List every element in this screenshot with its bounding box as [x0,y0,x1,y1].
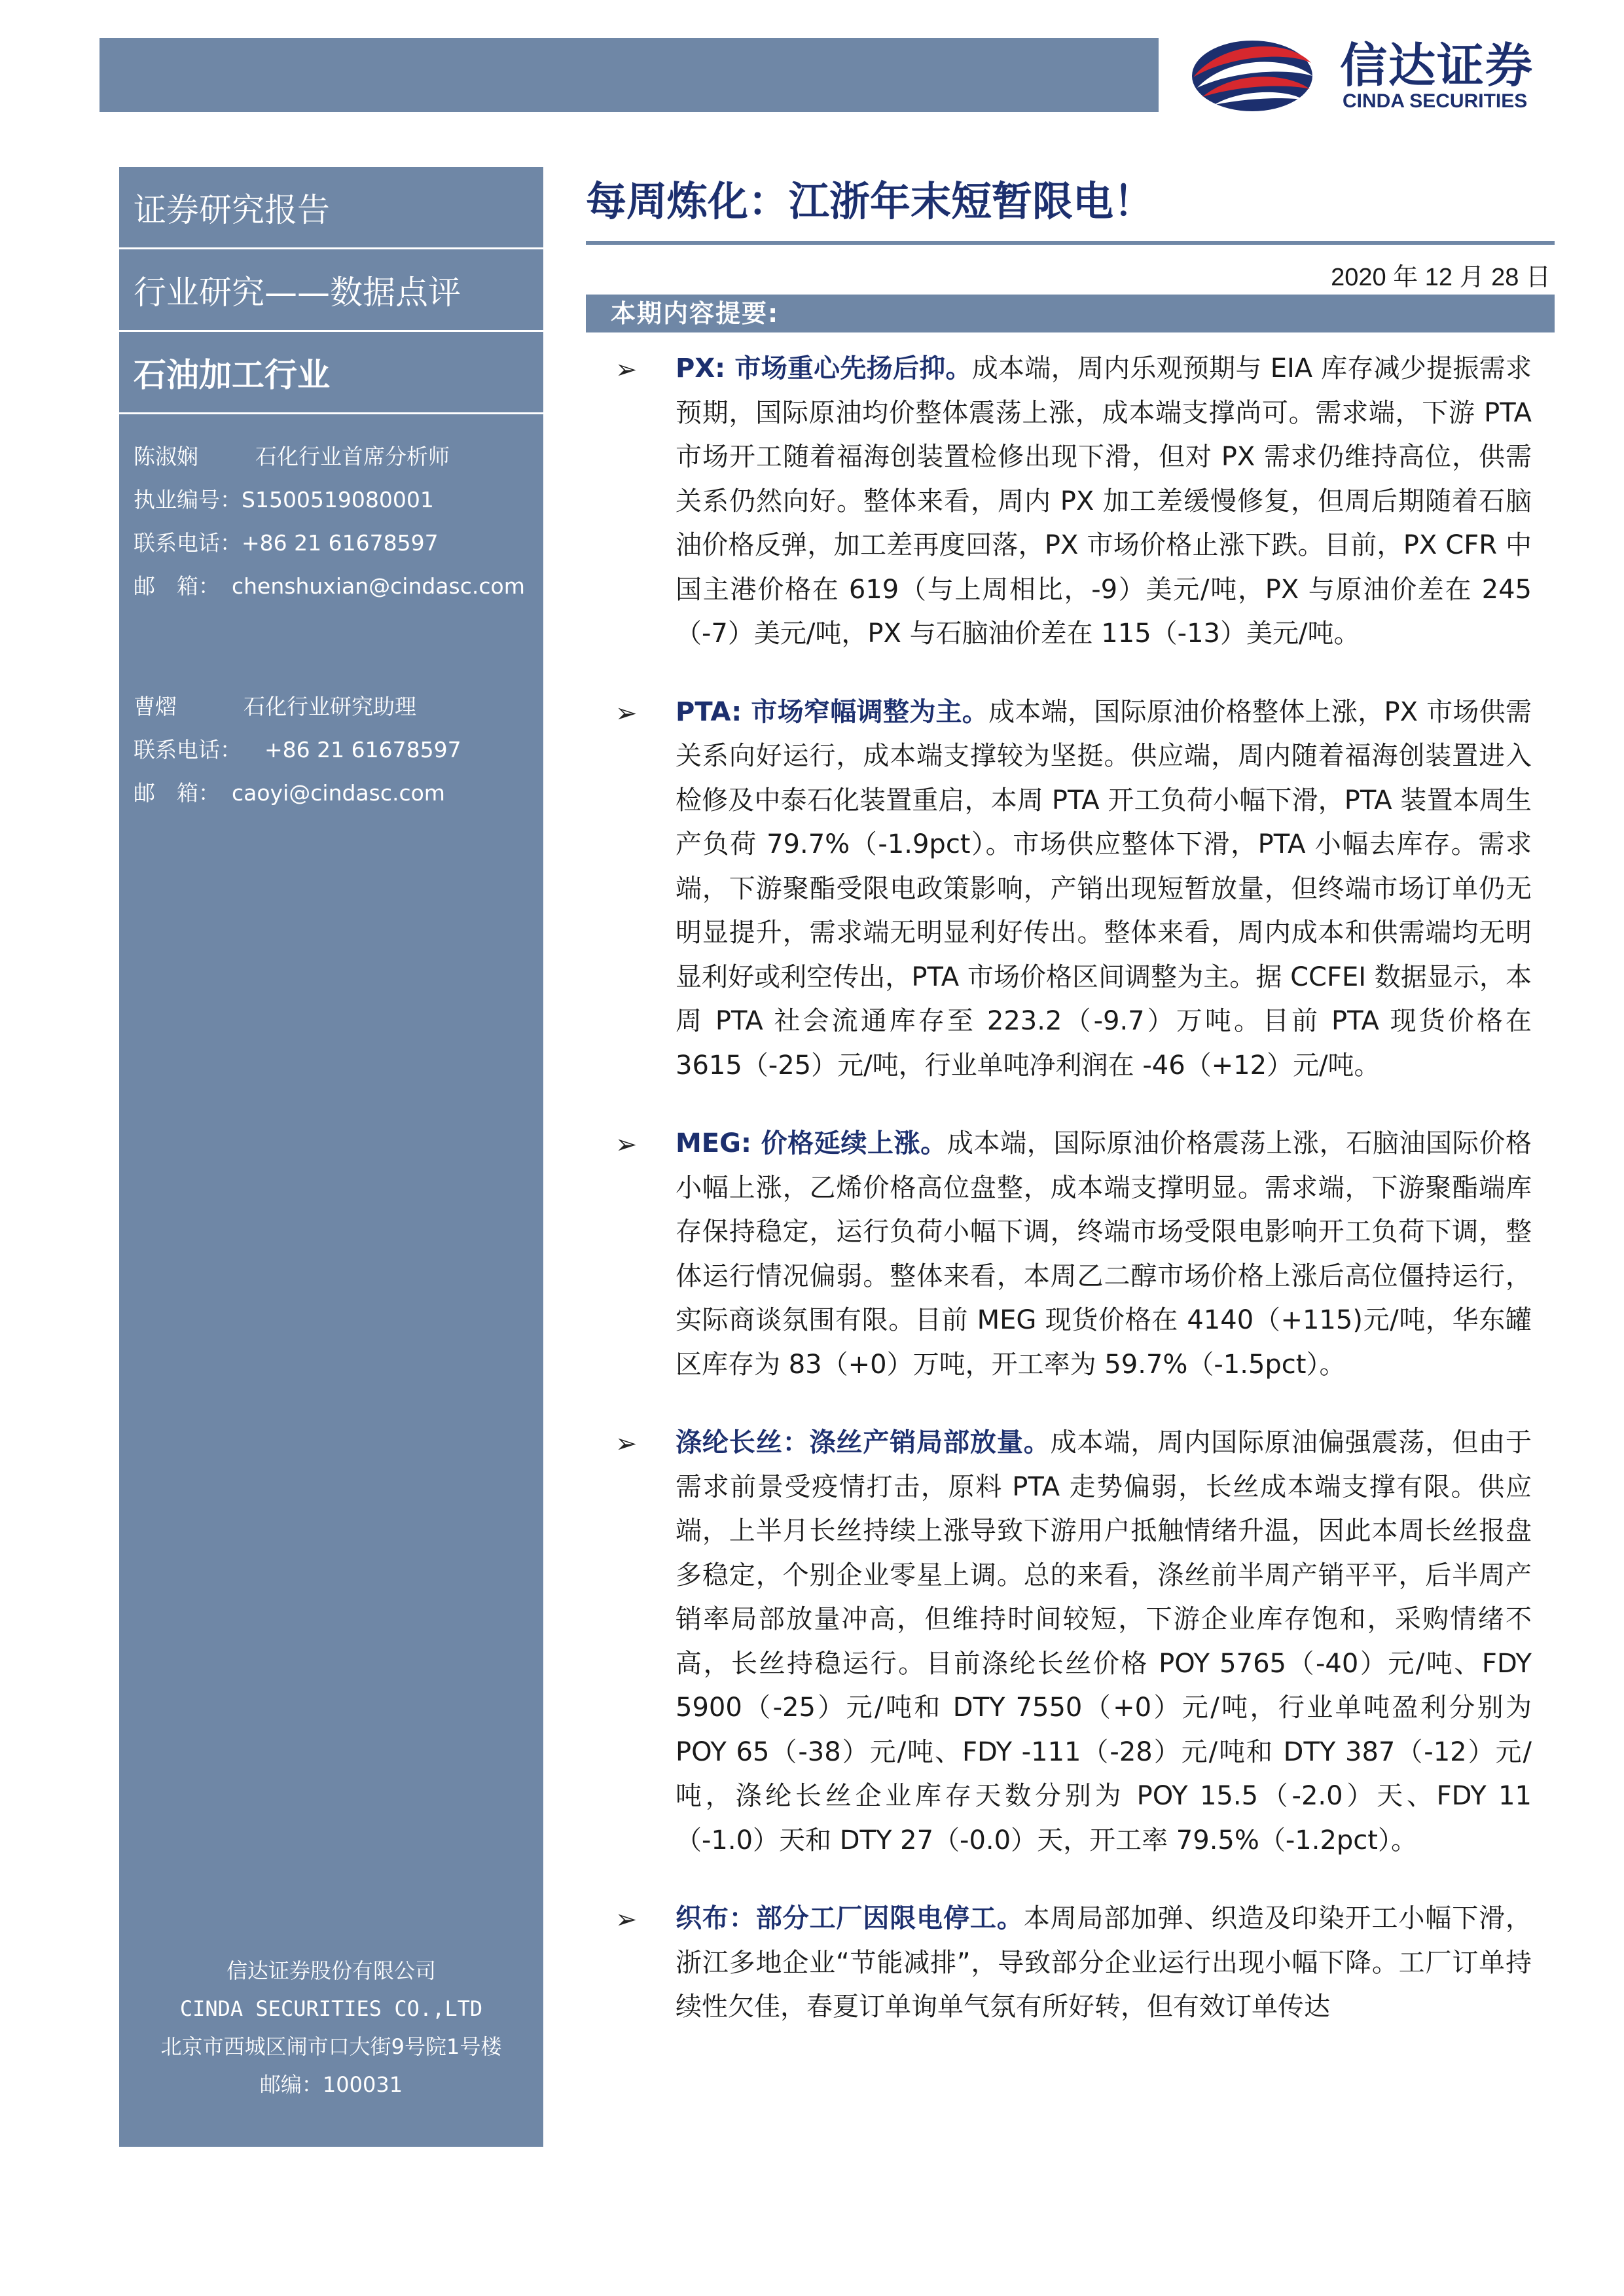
phone-label: 联系电话： [134,530,242,556]
analyst1-license: S1500519080001 [242,487,434,512]
analyst1-license-row [134,478,543,522]
report-category: 行业研究——数据点评 [119,249,543,332]
summary-item-meg [615,1122,1532,1387]
summary-item-polyester [615,1421,1532,1863]
summary-item-weaving [615,1897,1532,2030]
arrow-bullet-icon: ➢ [615,698,638,728]
page-title: 每周炼化：江浙年末短暂限电！ [586,177,1155,225]
analyst1-title: 石化行业首席分析师 [255,444,450,469]
analyst2-title: 石化行业研究助理 [244,694,416,719]
analyst2-phone-row [134,728,543,772]
analyst1-email-row [134,565,543,608]
item-body: 本周局部加弹、织造及印染开工小幅下滑，浙江多地企业“节能减排”，导致部分企业运行出现小幅下降。工厂订单持续性欠佳，春夏订单询单气氛有所好转，但有效订单传达 [676,1903,1532,2022]
title-divider [586,241,1555,245]
analyst1-name: 陈淑娴 [134,444,198,469]
industry-name: 石油加工行业 [119,332,543,414]
header-band [99,38,1159,112]
arrow-bullet-icon: ➢ [615,1429,638,1459]
item-heading: 织布：部分工厂因限电停工。 [676,1903,1024,1933]
analyst1-phone: +86 21 61678597 [242,530,439,556]
item-heading: 涤纶长丝：涤丝产销局部放量。 [676,1427,1051,1458]
item-body: 成本端，周内国际原油偏强震荡，但由于需求前景受疫情打击，原料 PTA 走势偏弱，长丝成本端支撑有限。供应端，上半月长丝持续上涨导致下游用户抵触情绪升温，因此本周长丝报盘多稳定，个别企业零星上调。总的来看，涤丝前半周产销平平，后半周产销率局部放量冲高，但维持时间较短，下游企业库存饱和，采购情绪不高，长丝持稳运行。目前涤纶长丝价格 POY 5765（-40）元/吨、FDY 5900（-25）元/吨和 DTY 7550（+0）元/吨，行业单吨盈利分别为 POY 65（-38）元/吨、FDY -111（-28）元/吨和 DTY 387（-12）元/吨，涤纶长丝企业库存天数分别为 POY 15.5（-2.0）天、FDY 11（-1.0）天和 DTY 27（-0.0）天，开工率 79.5%（-1.2pct）。 [676,1427,1532,1856]
item-paragraph [676,1421,1532,1863]
cinda-swoosh-icon [1188,37,1316,115]
analyst1-phone-row [134,522,543,565]
company-name-en: CINDA SECURITIES CO.,LTD [179,1996,483,2021]
item-paragraph [676,1122,1532,1387]
summary-item-px [615,347,1532,656]
license-label: 执业编号： [134,487,242,512]
email-label: 邮 箱： [134,780,220,806]
summary-content [615,347,1532,2064]
item-body: 成本端，国际原油价格震荡上涨，石脑油国际价格小幅上涨，乙烯价格高位盘整，成本端支撑明显。需求端，下游聚酯端库存保持稳定，运行负荷小幅下调，终端市场受限电影响开工负荷下调，整体运行情况偏弱。整体来看，本周乙二醇市场价格上涨后高位僵持运行，实际商谈氛围有限。目前 MEG 现货价格在 4140（+115)元/吨，华东罐区库存为 83（+0）万吨，开工率为 59.7%（-1.5pct）。 [676,1128,1532,1380]
email-label: 邮 箱： [134,573,220,599]
company-footer [119,1952,543,2104]
summary-heading: 本期内容提要: [586,295,1555,332]
item-paragraph [676,1897,1532,2030]
summary-item-pta [615,691,1532,1088]
analyst2-email-row [134,772,543,815]
analyst-info [119,414,543,815]
item-paragraph [676,691,1532,1088]
company-name-cn: 信达证券股份有限公司 [226,1958,436,1983]
postcode-label: 邮编： [259,2072,323,2097]
item-heading: PTA: 市场窄幅调整为主。 [676,696,989,727]
item-paragraph [676,347,1532,656]
sidebar [119,167,543,2147]
item-body: 成本端，周内乐观预期与 EIA 库存减少提振需求预期，国际原油均价整体震荡上涨，成本端支撑尚可。需求端，下游 PTA 市场开工随着福海创装置检修出现下滑，但对 PX 需求仍维持高位，供需关系仍然向好。整体来看，周内 PX 加工差缓慢修复，但周后期随着石脑油价格反弹，加工差再度回落，PX 市场价格止涨下跌。目前，PX CFR 中国主港价格在 619（与上周相比，-9）美元/吨，PX 与原油价差在 245（-7）美元/吨，PX 与石脑油价差在 115（-13）美元/吨。 [676,353,1532,649]
brand-name-en: CINDA SECURITIES [1343,90,1528,112]
item-heading: PX: 市场重心先扬后抑。 [676,353,972,384]
arrow-bullet-icon: ➢ [615,1130,638,1160]
report-date: 2020 年 12 月 28 日 [1331,264,1551,291]
analyst2-email[interactable]: caoyi@cindasc.com [232,780,445,806]
analyst2-phone: +86 21 61678597 [264,737,461,762]
arrow-bullet-icon: ➢ [615,1905,638,1935]
item-heading: MEG: 价格延续上涨。 [676,1128,947,1158]
item-body: 成本端，国际原油价格整体上涨，PX 市场供需关系向好运行，成本端支撑较为坚挺。供应端，周内随着福海创装置进入检修及中泰石化装置重启，本周 PTA 开工负荷小幅下滑，PTA 装置本周生产负荷 79.7%（-1.9pct）。市场供应整体下滑，PTA 小幅去库存。需求端，下游聚酯受限电政策影响，产销出现短暂放量，但终端市场订单仍无明显提升，需求端无明显利好传出。整体来看，周内成本和供需端均无明显利好或利空传出，PTA 市场价格区间调整为主。据 CCFEI 数据显示，本周 PTA 社会流通库存至 223.2（-9.7）万吨。目前 PTA 现货价格在 3615（-25）元/吨，行业单吨净利润在 -46（+12）元/吨。 [676,696,1532,1081]
company-postcode [119,2066,543,2104]
brand-name-cn: 信达证券 [1340,38,1534,93]
analyst2-name: 曹熠 [134,694,177,719]
analyst2-row [134,685,543,728]
postcode-value: 100031 [322,2072,403,2097]
cinda-logo [1188,34,1581,119]
analyst1-row [134,435,543,478]
company-address: 北京市西城区闹市口大街9号院1号楼 [160,2034,502,2059]
phone-label: 联系电话： [134,737,242,762]
arrow-bullet-icon: ➢ [615,355,638,385]
report-type: 证券研究报告 [119,167,543,249]
analyst1-email[interactable]: chenshuxian@cindasc.com [232,573,525,599]
